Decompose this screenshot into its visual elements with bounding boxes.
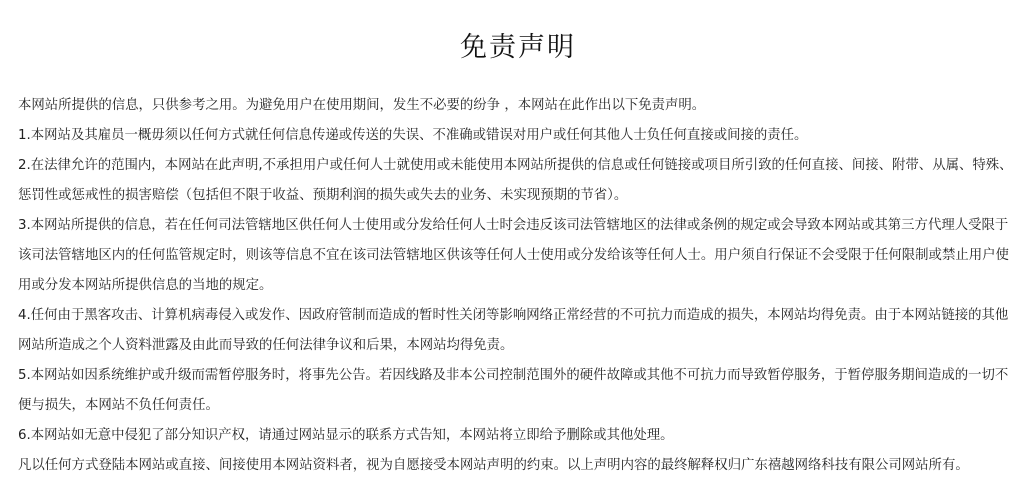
intro-paragraph: 本网站所提供的信息，只供参考之用。为避免用户在使用期间，发生不必要的纷争 ，本网站在此作出以下免责声明。 [18,98,706,113]
clause-6-paragraph: 6.本网站如无意中侵犯了部分知识产权，请通过网站显示的联系方式告知，本网站将立即给予删除或其他处理。 [18,428,674,443]
closing-paragraph: 凡以任何方式登陆本网站或直接、间接使用本网站资料者，视为自愿接受本网站声明的约束。以上声明内容的最终解释权归广东禧越网络科技有限公司网站所有。 [18,458,969,473]
clause-1-paragraph: 1.本网站及其雇员一概毋须以任何方式就任何信息传递或传送的失误、不准确或错误对用户或任何其他人士负任何直接或间接的责任。 [18,128,808,143]
clause-3-paragraph: 3.本网站所提供的信息，若在任何司法管辖地区供任何人士使用或分发给任何人士时会违反该司法管辖地区的法律或条例的规定或会导致本网站或其第三方代理人受限于该司法管辖地区内的任何监管规定时，则该等信息不宜在该司法管辖地区供该等任何人士使用或分发给该等任何人士。用户须自行保证不会受限于任何限制或禁止用户使用或分发本网站所提供信息的当地的规定。 [18,218,1009,293]
clause-5-paragraph: 5.本网站如因系统维护或升级而需暂停服务时，将事先公告。若因线路及非本公司控制范围外的硬件故障或其他不可抗力而导致暂停服务，于暂停服务期间造成的一切不便与损失，本网站不负任何责任。 [18,368,1009,413]
disclaimer-body [18,91,1020,481]
page-title: 免责声明 [460,32,576,63]
clause-2-paragraph: 2.在法律允许的范围内，本网站在此声明,不承担用户或任何人士就使用或未能使用本网站所提供的信息或任何链接或项目所引致的任何直接、间接、附带、从属、特殊、惩罚性或惩戒性的损害赔偿（包括但不限于收益、预期利润的损失或失去的业务、未实现预期的节省）。 [18,158,1013,203]
clause-4-paragraph: 4.任何由于黑客攻击、计算机病毒侵入或发作、因政府管制而造成的暂时性关闭等影响网络正常经营的不可抗力而造成的损失，本网站均得免责。由于本网站链接的其他网站所造成之个人资料泄露及由此而导致的任何法律争议和后果，本网站均得免责。 [18,308,1009,353]
